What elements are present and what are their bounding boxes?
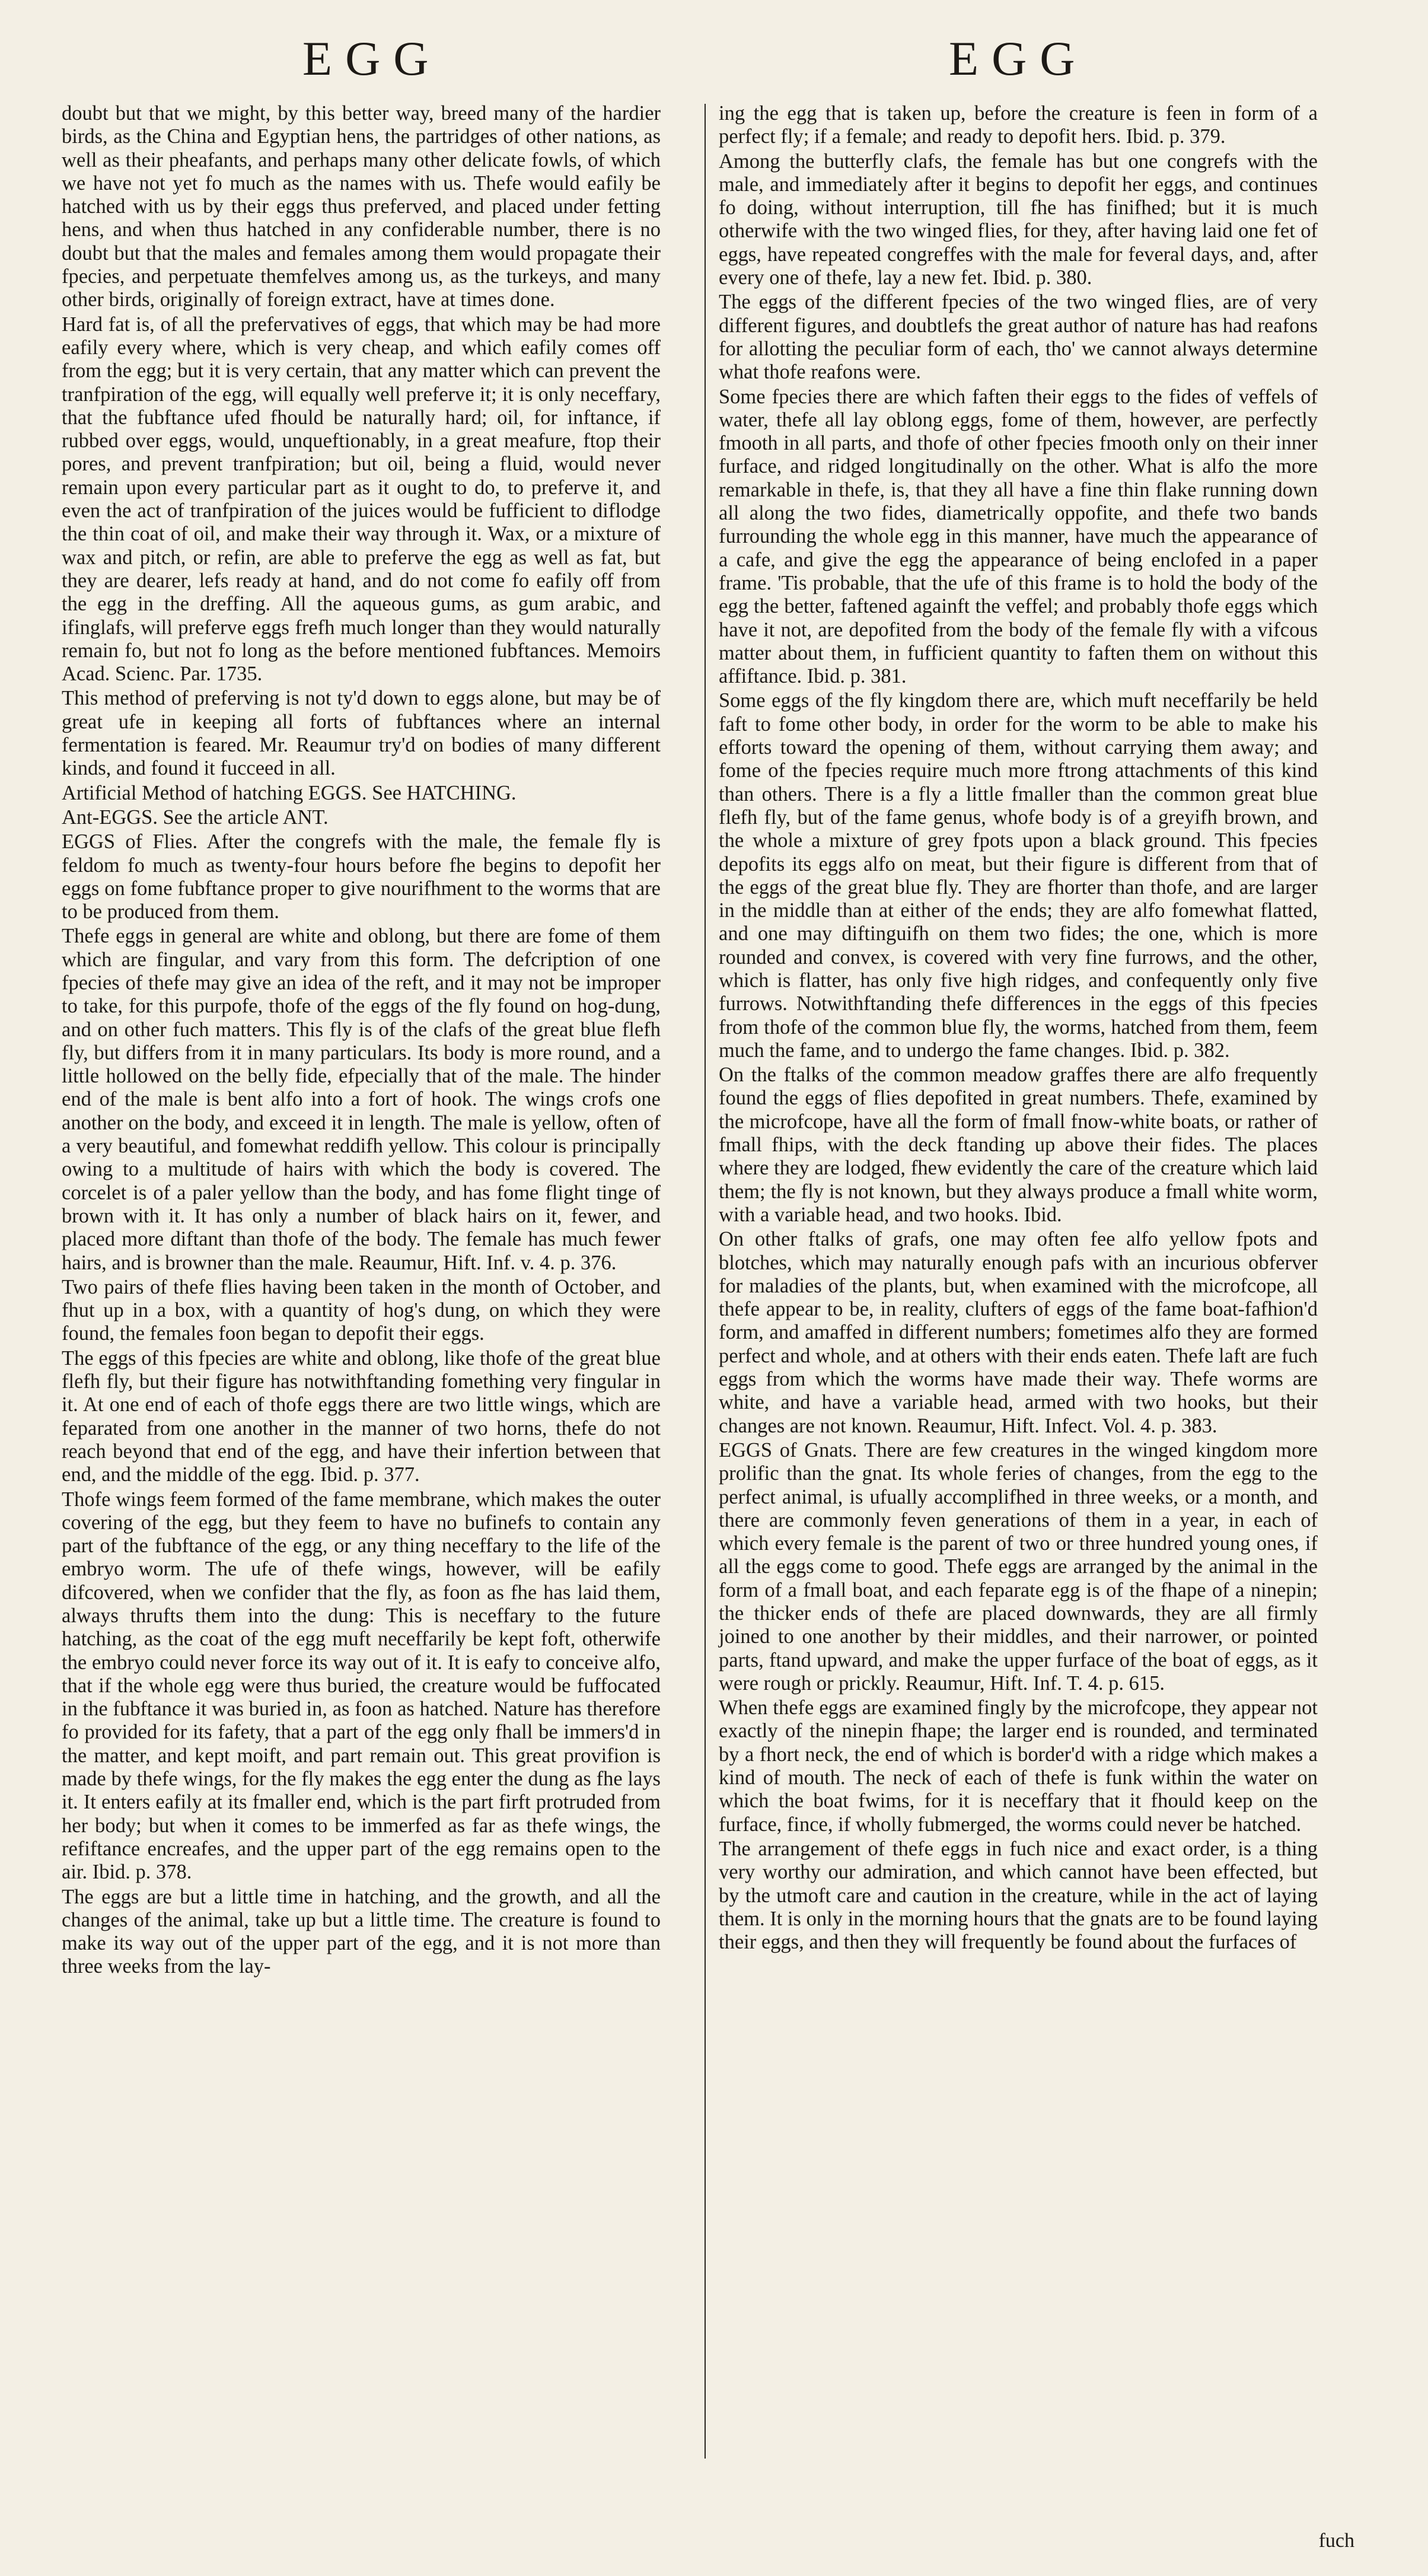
paragraph: Thefe eggs in general are white and oblong, but there are fome of them which are fingular, and vary from this form. The defcription of one fpecies of thefe may give an idea of the reft, and it may not be improper to take, for this purpofe, thofe of the eggs of the fly found on hog-dung, and on other fuch matters. This fly is of the clafs of the great blue flefh fly, but differs from it in many particulars. Its body is more round, and a little hollowed on the belly fide, efpecially that of the male. The hinder end of the male is bent alfo into a fort of hook. The wings crofs one another on the body, and exceed it in length. The male is yellow, often of a very beautiful, and fomewhat reddifh yellow. This colour is principally owing to a multitude of hairs with which the body is covered. The corcelet is of a paler yellow than the body, and has fome flight tinge of brown with it. It has only a number of black hairs on it, fewer, and placed more diftant than thofe of the body. The female has much fewer hairs, and is browner than the male. Reaumur, Hift. Inf. v. 4. p. 376.: [62, 925, 661, 1274]
right-column: [719, 102, 1318, 1954]
paragraph: Some fpecies there are which faften their eggs to the fides of veffels of water, thefe all lay oblong eggs, fome of them, however, are perfectly fmooth in all parts, and thofe of other fpecies fmooth only on their inner furface, and ridged longitudinally on the other. What is alfo the more remarkable in thefe, is, that they all have a fine thin flake running down all along the two fides, diametrically oppofite, and thefe two bands furrounding the whole egg in this manner, have much the appearance of a cafe, and give the egg the appearance of being enclofed in a paper frame. 'Tis probable, that the ufe of this frame is to hold the body of the egg the better, faftened againft the veffel; and probably thofe eggs which have it not, are depofited from the body of the female fly with a vifcous matter about them, in fufficient quantity to faften them on without this affiftance. Ibid. p. 381.: [719, 385, 1318, 688]
catchword: fuch: [1318, 2530, 1354, 2552]
left-column: [62, 102, 661, 1979]
running-head: [0, 31, 1428, 96]
paragraph: ing the egg that is taken up, before the creature is feen in form of a perfect fly; if a female; and ready to depofit hers. Ibid. p. 379.: [719, 102, 1318, 148]
paragraph: Some eggs of the fly kingdom there are, which muft neceffarily be held faft to fome other body, in order for the worm to be able to make his efforts toward the opening of them, without carrying them away; and fome of the fpecies require much more ftrong attachments of this kind than others. There is a fly a little fmaller than the common great blue flefh fly, but of the fame genus, whofe body is of a greyifh brown, and the whole a mixture of grey fpots upon a black ground. This fpecies depofits its eggs alfo on meat, but their figure is different from that of the eggs of the great blue fly. They are fhorter than thofe, and are larger in the middle than at either of the ends; they are alfo fomewhat flatted, and one may diftinguifh on them two fides; the one, which is more rounded and convex, is covered with very fine furrows, and the other, which is flatter, has only five high ridges, and confequently only five furrows. Notwithftanding thefe differences in the eggs of this fpecies from thofe of the common blue fly, the worms, hatched from them, feem much the fame, and to undergo the fame changes. Ibid. p. 382.: [719, 689, 1318, 1062]
entry-heading-artificial-hatching: Artificial Method of hatching EGGS. See HATCHING.: [62, 781, 517, 804]
entry-heading-eggs-of-gnats: EGGS of Gnats. There are few creatures in the winged kingdom more prolific than the gnat. Its whole feries of changes, from the egg to the perfect animal, is ufually accomplifhed in three weeks, or a month, and there are commonly feven generations of them in a year, in each of which every female is the parent of two or three hundred young ones, if all the eggs come to good. Thefe eggs are arranged by the animal in the form of a fmall boat, and each feparate egg is of the fhape of a ninepin; the thicker ends of thefe are placed downwards, they are all firmly joined to one another by their middles, and their narrower, or pointed parts, ftand upward, and make the upper furface of the boat of eggs, as it were rough or prickly. Reaumur, Hift. Inf. T. 4. p. 615.: [719, 1438, 1318, 1695]
paragraph: The arrangement of thefe eggs in fuch nice and exact order, is a thing very worthy our admiration, and which cannot have been effected, but by the utmoft care and caution in the creature, while in the act of laying them. It is only in the morning hours that the gnats are to be found laying their eggs, and then they will frequently be found about the furfaces of: [719, 1837, 1318, 1954]
entry-heading-ant-eggs: Ant-EGGS. See the article ANT.: [62, 805, 329, 829]
paragraph: On the ftalks of the common meadow graffes there are alfo frequently found the eggs of flies depofited in great numbers. Thefe, examined by the microfcope, have all the form of fmall fnow-white boats, or rather of fmall fhips, with the deck ftanding up above their fides. The places where they are lodged, fhew evidently the care of the creature which laid them; the fly is not known, but they always produce a fmall white worm, with a variable head, and two hooks. Ibid.: [719, 1063, 1318, 1226]
paragraph: On other ftalks of grafs, one may often fee alfo yellow fpots and blotches, which may naturally enough pafs with an incurious obferver for maladies of the plants, but, when examined with the microfcope, all thefe appear to be, in reality, clufters of eggs of the fame boat-fafhion'd form, and amaffed in different numbers; fometimes alfo they are formed perfect and whole, and at others with their ends eaten. Thefe laft are fuch eggs from which the worms have made their way. Thefe worms are white, and have a variable head, armed with two hooks, but their changes are not known. Reaumur, Hift. Infect. Vol. 4. p. 383.: [719, 1228, 1318, 1437]
paragraph: The eggs are but a little time in hatching, and the growth, and all the changes of the animal, take up but a little time. The creature is found to make its way out of the upper part of the egg, and it is not more than three weeks from the lay-: [62, 1885, 661, 1978]
paragraph: doubt but that we might, by this better way, breed many of the hardier birds, as the China and Egyptian hens, the partridges of other nations, as well as their pheafants, and perhaps many other delicate fowls, of which we have not yet fo much as the names with us. Thefe would eafily be hatched with us by their eggs thus preferved, and placed under fetting hens, and when thus hatched in any confiderable number, there is no doubt but that the males and females among them would propagate their fpecies, and perpetuate themfelves among us, as the turkeys, and many other birds, originally of foreign extract, have at times done.: [62, 102, 661, 311]
paragraph: Hard fat is, of all the prefervatives of eggs, that which may be had more eafily every where, which is very cheap, and which eafily comes off from the egg; but it is very certain, that any matter which can prevent the tranfpiration of the egg, will equally well preferve it; it is only neceffary, that the fubftance ufed fhould be naturally hard; oil, for inftance, if rubbed over eggs, would, unqueftionably, in a great meafure, ftop their pores, and prevent tranfpiration; but oil, being a fluid, would never remain upon every particular part as it ought to do, to preferve it, and even the act of tranfpiration of the juices would be fufficient to diflodge the thin coat of oil, and make their way through it. Wax, or a mixture of wax and pitch, or refin, are able to preferve the egg as well as fat, but they are dearer, lefs ready at hand, and do not come fo eafily off from the egg in the dreffing. All the aqueous gums, as gum arabic, and ifinglafs, will preferve eggs frefh much longer than they would naturally remain fo, but not fo long as the before mentioned fubftances. Memoirs Acad. Scienc. Par. 1735.: [62, 313, 661, 686]
paragraph: Two pairs of thefe flies having been taken in the month of October, and fhut up in a box, with a quantity of hog's dung, on which they were found, the females foon began to depofit their eggs.: [62, 1275, 661, 1345]
paragraph: This method of preferving is not ty'd down to eggs alone, but may be of great ufe in keeping all forts of fubftances where an internal fermentation is feared. Mr. Reaumur try'd on bodies of many different kinds, and found it fucceed in all.: [62, 687, 661, 780]
paragraph: Among the butterfly clafs, the female has but one congrefs with the male, and immediately after it begins to depofit her eggs, and continues fo doing, without interruption, till fhe has finifhed; but it is much otherwife with the two winged flies, for they, after having laid one fet of eggs, have repeated congreffes with the male for feveral days, and, after every one of thefe, lay a new fet. Ibid. p. 380.: [719, 149, 1318, 289]
paragraph: When thefe eggs are examined fingly by the microfcope, they appear not exactly of the ninepin fhape; the larger end is rounded, and terminated by a fhort neck, the end of which is border'd with a ridge which makes a kind of mouth. The neck of each of thefe is funk within the water on which the boat fwims, for it is neceffary that it fhould keep on the furface, fince, if wholly fubmerged, the worms could never be hatched.: [719, 1696, 1318, 1836]
running-head-left: EGG: [302, 31, 442, 85]
column-divider: [705, 104, 706, 2459]
paragraph: Thofe wings feem formed of the fame membrane, which makes the outer covering of the egg, but they feem to have no bufinefs to contain any part of the fubftance of the egg, or any thing neceffary to the life of the embryo worm. The ufe of thefe wings, however, will be eafily difcovered, when we confider that the fly, as foon as fhe has laid them, always thrufts them into the dung: This is neceffary to the future hatching, as the coat of the egg muft neceffarily be kept foft, otherwife the embryo could never force its way out of it. It is eafy to conceive alfo, that if the whole egg were thus buried, the creature would be fuffocated in the fubftance it was buried in, as foon as hatched. Nature has therefore fo provided for its fafety, that a part of the egg only fhall be immers'd in the matter, and kept moift, and part remain out. This great provifion is made by thefe wings, for the fly makes the egg enter the dung as fhe lays it. It enters eafily at its fmaller end, which is the part firft protruded from her body; but when it comes to be immerfed as far as thefe wings, the refiftance encreafes, and the upper part of the egg remains open to the air. Ibid. p. 378.: [62, 1488, 661, 1884]
entry-heading-eggs-of-flies: EGGS of Flies. After the congrefs with the male, the female fly is feldom fo much as twenty-four hours before fhe begins to depofit her eggs on fome fubftance proper to give nourifhment to the worms that are to be produced from them.: [62, 830, 661, 924]
running-head-right: EGG: [949, 31, 1088, 85]
paragraph: The eggs of this fpecies are white and oblong, like thofe of the great blue flefh fly, but their figure has notwithftanding fomething very fingular in it. At one end of each of thofe eggs there are two little wings, which are feparated from one another in the manner of two horns, thefe do not reach beyond that end of the egg, and have their infertion between that end, and the middle of the egg. Ibid. p. 377.: [62, 1346, 661, 1486]
paragraph: The eggs of the different fpecies of the two winged flies, are of very different figures, and doubtlefs the great author of nature has had reafons for allotting the peculiar form of each, tho' we cannot always determine what thofe reafons were.: [719, 291, 1318, 384]
